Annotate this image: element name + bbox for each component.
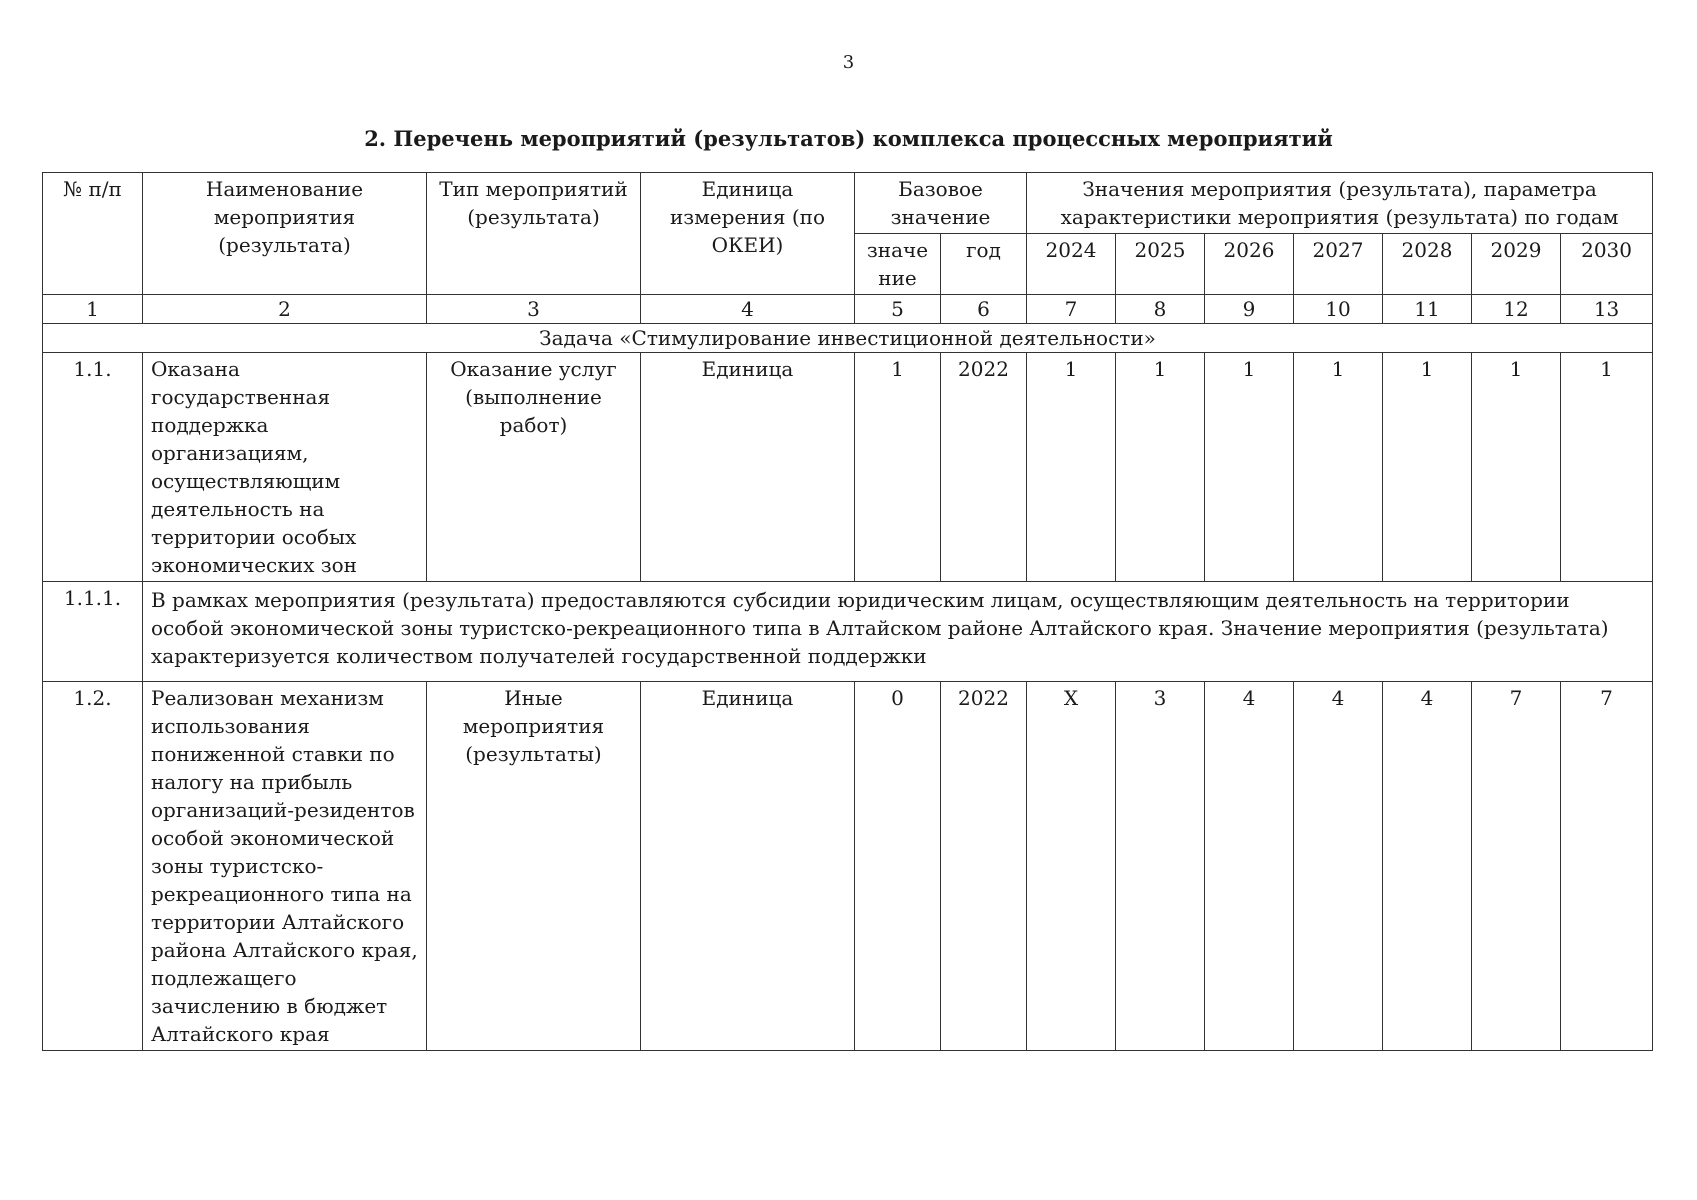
row-value: 4 bbox=[1205, 682, 1294, 1051]
page-number: 3 bbox=[842, 52, 855, 73]
row-base-year: 2022 bbox=[941, 682, 1027, 1051]
measures-table bbox=[42, 172, 1653, 1051]
column-number: 7 bbox=[1027, 295, 1116, 324]
row-value: Х bbox=[1027, 682, 1116, 1051]
header-base-value: значе ние bbox=[855, 234, 941, 295]
row-unit: Единица bbox=[641, 682, 855, 1051]
header-year: 2024 bbox=[1027, 234, 1116, 295]
row-type: Оказание услуг (выполнение работ) bbox=[427, 353, 641, 582]
row-value: 1 bbox=[1383, 353, 1472, 582]
header-name: Наименование мероприятия (результата) bbox=[143, 173, 427, 295]
row-value: 4 bbox=[1383, 682, 1472, 1051]
row-base-value: 0 bbox=[855, 682, 941, 1051]
column-number: 3 bbox=[427, 295, 641, 324]
header-row-1 bbox=[43, 173, 1653, 234]
row-num: 1.1. bbox=[43, 353, 143, 582]
column-number: 11 bbox=[1383, 295, 1472, 324]
row-base-value: 1 bbox=[855, 353, 941, 582]
header-year: 2030 bbox=[1561, 234, 1653, 295]
column-numbers-row bbox=[43, 295, 1653, 324]
header-num: № п/п bbox=[43, 173, 143, 295]
column-number: 9 bbox=[1205, 295, 1294, 324]
header-base-year: год bbox=[941, 234, 1027, 295]
row-type: Иные мероприятия (результаты) bbox=[427, 682, 641, 1051]
row-value: 3 bbox=[1116, 682, 1205, 1051]
row-name: Реализован механизм использования пониженной ставки по налогу на прибыль организаций-резидентов особой экономической зоны туристско-рекреационного типа на территории Алтайского района Алтайского края, подлежащего зачислению в бюджет Алтайского края bbox=[143, 682, 427, 1051]
column-number: 6 bbox=[941, 295, 1027, 324]
table-row bbox=[43, 353, 1653, 582]
column-number: 8 bbox=[1116, 295, 1205, 324]
column-number: 12 bbox=[1472, 295, 1561, 324]
header-year: 2026 bbox=[1205, 234, 1294, 295]
column-number: 4 bbox=[641, 295, 855, 324]
header-values: Значения мероприятия (результата), параметра характеристики мероприятия (результата) по годам bbox=[1027, 173, 1653, 234]
row-value: 7 bbox=[1561, 682, 1653, 1051]
header-base: Базовое значение bbox=[855, 173, 1027, 234]
row-unit: Единица bbox=[641, 353, 855, 582]
column-number: 13 bbox=[1561, 295, 1653, 324]
row-value: 4 bbox=[1294, 682, 1383, 1051]
column-number: 10 bbox=[1294, 295, 1383, 324]
description-row bbox=[43, 582, 1653, 682]
column-number: 2 bbox=[143, 295, 427, 324]
row-value: 1 bbox=[1027, 353, 1116, 582]
column-number: 1 bbox=[43, 295, 143, 324]
row-name: Оказана государственная поддержка организациям, осуществляющим деятельность на территории особых экономических зон bbox=[143, 353, 427, 582]
task-row bbox=[43, 324, 1653, 353]
row-value: 7 bbox=[1472, 682, 1561, 1051]
document-title: 2. Перечень мероприятий (результатов) комплекса процессных мероприятий bbox=[364, 126, 1333, 151]
row-value: 1 bbox=[1472, 353, 1561, 582]
header-year: 2029 bbox=[1472, 234, 1561, 295]
description-text: В рамках мероприятия (результата) предоставляются субсидии юридическим лицам, осуществляющим деятельность на территории особой экономической зоны туристско-рекреационного типа в Алтайском районе Алтайского края. Значение мероприятия (результата) характеризуется количеством получателей государственной поддержки bbox=[143, 582, 1653, 682]
header-year: 2025 bbox=[1116, 234, 1205, 295]
row-value: 1 bbox=[1205, 353, 1294, 582]
table-row bbox=[43, 682, 1653, 1051]
task-title: Задача «Стимулирование инвестиционной деятельности» bbox=[43, 324, 1653, 353]
row-value: 1 bbox=[1294, 353, 1383, 582]
column-number: 5 bbox=[855, 295, 941, 324]
row-num: 1.2. bbox=[43, 682, 143, 1051]
row-value: 1 bbox=[1116, 353, 1205, 582]
header-year: 2027 bbox=[1294, 234, 1383, 295]
row-value: 1 bbox=[1561, 353, 1653, 582]
description-num: 1.1.1. bbox=[43, 582, 143, 682]
header-type: Тип мероприятий (результата) bbox=[427, 173, 641, 295]
header-year: 2028 bbox=[1383, 234, 1472, 295]
header-unit: Единица измерения (по ОКЕИ) bbox=[641, 173, 855, 295]
row-base-year: 2022 bbox=[941, 353, 1027, 582]
